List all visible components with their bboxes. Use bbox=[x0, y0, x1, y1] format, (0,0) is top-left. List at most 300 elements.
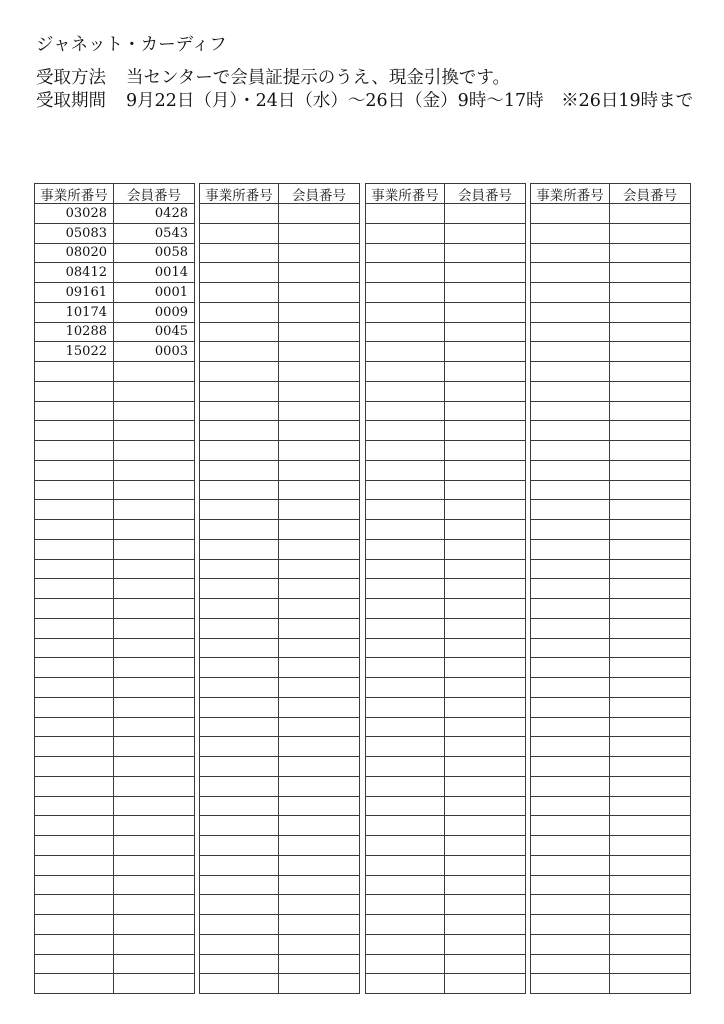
member-number-cell: 0014 bbox=[114, 263, 195, 283]
office-number-cell bbox=[531, 421, 610, 441]
office-number-cell bbox=[200, 500, 279, 520]
office-number-cell bbox=[531, 382, 610, 402]
office-number-cell bbox=[531, 678, 610, 698]
member-number-cell bbox=[445, 777, 526, 797]
member-number-cell: 0009 bbox=[114, 303, 195, 323]
member-table-4 bbox=[530, 183, 691, 994]
member-number-cell bbox=[279, 718, 360, 738]
member-number-cell bbox=[279, 481, 360, 501]
office-number-cell bbox=[200, 244, 279, 264]
office-number-cell bbox=[531, 757, 610, 777]
member-number-cell bbox=[610, 935, 691, 955]
member-number-cell bbox=[114, 441, 195, 461]
office-number-cell bbox=[366, 224, 445, 244]
member-number-cell bbox=[279, 342, 360, 362]
member-number-cell bbox=[445, 895, 526, 915]
office-number-cell bbox=[35, 441, 114, 461]
member-number-cell bbox=[279, 856, 360, 876]
office-number-cell bbox=[35, 520, 114, 540]
column-header-member-number: 会員番号 bbox=[279, 184, 360, 204]
member-number-cell: 0045 bbox=[114, 323, 195, 343]
office-number-cell: 15022 bbox=[35, 342, 114, 362]
office-number-cell: 10174 bbox=[35, 303, 114, 323]
office-number-cell bbox=[200, 639, 279, 659]
member-number-cell bbox=[279, 421, 360, 441]
office-number-cell bbox=[35, 974, 114, 994]
office-number-cell bbox=[366, 481, 445, 501]
member-number-cell bbox=[279, 560, 360, 580]
column-header-office-number: 事業所番号 bbox=[366, 184, 445, 204]
office-number-cell bbox=[366, 579, 445, 599]
member-number-cell bbox=[445, 461, 526, 481]
office-number-cell bbox=[200, 856, 279, 876]
member-number-cell bbox=[114, 856, 195, 876]
member-number-cell bbox=[445, 678, 526, 698]
pickup-method-value: 当センターで会員証提示のうえ、現金引換です。 bbox=[126, 68, 510, 88]
member-number-cell bbox=[114, 816, 195, 836]
office-number-cell bbox=[531, 303, 610, 323]
office-number-cell bbox=[531, 481, 610, 501]
member-number-cell bbox=[445, 303, 526, 323]
member-number-cell: 0001 bbox=[114, 283, 195, 303]
member-number-cell bbox=[610, 342, 691, 362]
office-number-cell bbox=[35, 402, 114, 422]
pickup-period-line bbox=[36, 90, 706, 112]
office-number-cell bbox=[531, 362, 610, 382]
office-number-cell bbox=[35, 915, 114, 935]
office-number-cell bbox=[35, 718, 114, 738]
office-number-cell bbox=[35, 836, 114, 856]
member-number-cell bbox=[445, 639, 526, 659]
office-number-cell bbox=[531, 895, 610, 915]
office-number-cell bbox=[366, 500, 445, 520]
member-number-cell bbox=[114, 639, 195, 659]
member-number-cell bbox=[610, 500, 691, 520]
member-number-cell bbox=[114, 698, 195, 718]
office-number-cell bbox=[366, 658, 445, 678]
office-number-cell bbox=[200, 836, 279, 856]
office-number-cell bbox=[200, 224, 279, 244]
office-number-cell bbox=[531, 639, 610, 659]
member-number-cell bbox=[610, 481, 691, 501]
office-number-cell bbox=[35, 461, 114, 481]
member-number-cell bbox=[610, 224, 691, 244]
member-number-cell bbox=[114, 737, 195, 757]
member-table-2 bbox=[199, 183, 360, 994]
office-number-cell bbox=[35, 362, 114, 382]
office-number-cell bbox=[200, 935, 279, 955]
member-number-cell bbox=[445, 283, 526, 303]
office-number-cell bbox=[35, 579, 114, 599]
office-number-cell bbox=[531, 836, 610, 856]
office-number-cell bbox=[366, 856, 445, 876]
office-number-cell bbox=[531, 955, 610, 975]
column-header-member-number: 会員番号 bbox=[445, 184, 526, 204]
office-number-cell bbox=[531, 718, 610, 738]
member-number-cell bbox=[445, 658, 526, 678]
office-number-cell bbox=[366, 599, 445, 619]
member-number-cell bbox=[610, 303, 691, 323]
member-number-cell bbox=[279, 402, 360, 422]
member-number-cell bbox=[445, 421, 526, 441]
office-number-cell bbox=[366, 718, 445, 738]
office-number-cell bbox=[366, 520, 445, 540]
member-number-cell bbox=[114, 560, 195, 580]
member-number-cell bbox=[610, 876, 691, 896]
office-number-cell bbox=[531, 461, 610, 481]
member-number-cell bbox=[114, 876, 195, 896]
member-number-cell bbox=[610, 263, 691, 283]
member-number-cell bbox=[445, 915, 526, 935]
member-number-cell bbox=[610, 520, 691, 540]
office-number-cell bbox=[200, 599, 279, 619]
office-number-cell: 08412 bbox=[35, 263, 114, 283]
office-number-cell bbox=[531, 619, 610, 639]
member-number-cell bbox=[610, 737, 691, 757]
office-number-cell bbox=[200, 204, 279, 224]
office-number-cell bbox=[531, 283, 610, 303]
office-number-cell bbox=[531, 441, 610, 461]
office-number-cell bbox=[366, 935, 445, 955]
office-number-cell bbox=[35, 856, 114, 876]
member-number-cell bbox=[114, 461, 195, 481]
member-number-cell bbox=[445, 935, 526, 955]
office-number-cell bbox=[200, 974, 279, 994]
column-header-member-number: 会員番号 bbox=[114, 184, 195, 204]
member-number-cell bbox=[114, 579, 195, 599]
member-number-cell bbox=[610, 698, 691, 718]
member-number-cell bbox=[114, 777, 195, 797]
office-number-cell bbox=[366, 816, 445, 836]
office-number-cell bbox=[35, 935, 114, 955]
office-number-cell bbox=[366, 204, 445, 224]
office-number-cell bbox=[35, 619, 114, 639]
office-number-cell bbox=[200, 303, 279, 323]
member-number-cell bbox=[279, 797, 360, 817]
member-number-cell bbox=[279, 599, 360, 619]
office-number-cell bbox=[200, 323, 279, 343]
member-number-cell bbox=[445, 876, 526, 896]
office-number-cell bbox=[200, 698, 279, 718]
office-number-cell bbox=[531, 698, 610, 718]
member-number-cell bbox=[114, 915, 195, 935]
pickup-method-label: 受取方法 bbox=[36, 68, 106, 88]
member-number-cell bbox=[610, 599, 691, 619]
office-number-cell bbox=[366, 263, 445, 283]
office-number-cell bbox=[35, 382, 114, 402]
office-number-cell bbox=[531, 244, 610, 264]
office-number-cell bbox=[366, 283, 445, 303]
member-number-cell bbox=[279, 974, 360, 994]
member-number-cell bbox=[279, 263, 360, 283]
member-number-cell bbox=[114, 402, 195, 422]
member-number-cell bbox=[610, 639, 691, 659]
member-number-cell bbox=[610, 402, 691, 422]
member-number-cell bbox=[610, 560, 691, 580]
office-number-cell: 10288 bbox=[35, 323, 114, 343]
office-number-cell bbox=[531, 204, 610, 224]
office-number-cell bbox=[366, 362, 445, 382]
office-number-cell bbox=[531, 974, 610, 994]
member-number-cell bbox=[279, 520, 360, 540]
member-number-cell bbox=[279, 737, 360, 757]
member-number-cell bbox=[610, 421, 691, 441]
member-number-cell bbox=[445, 737, 526, 757]
office-number-cell bbox=[200, 797, 279, 817]
member-number-cell bbox=[279, 540, 360, 560]
member-number-cell bbox=[279, 323, 360, 343]
member-number-cell bbox=[445, 718, 526, 738]
office-number-cell bbox=[531, 737, 610, 757]
office-number-cell bbox=[366, 915, 445, 935]
member-number-cell bbox=[445, 441, 526, 461]
office-number-cell bbox=[366, 974, 445, 994]
office-number-cell bbox=[366, 421, 445, 441]
member-number-cell bbox=[445, 263, 526, 283]
office-number-cell bbox=[366, 836, 445, 856]
office-number-cell bbox=[200, 718, 279, 738]
member-number-cell bbox=[610, 777, 691, 797]
office-number-cell bbox=[531, 560, 610, 580]
office-number-cell bbox=[531, 816, 610, 836]
office-number-cell bbox=[531, 876, 610, 896]
office-number-cell bbox=[200, 658, 279, 678]
column-header-member-number: 会員番号 bbox=[610, 184, 691, 204]
office-number-cell bbox=[35, 698, 114, 718]
member-number-cell bbox=[445, 500, 526, 520]
member-number-cell bbox=[279, 362, 360, 382]
member-table-3 bbox=[365, 183, 526, 994]
office-number-cell bbox=[366, 441, 445, 461]
office-number-cell bbox=[35, 678, 114, 698]
member-number-cell bbox=[445, 579, 526, 599]
office-number-cell bbox=[35, 421, 114, 441]
office-number-cell bbox=[35, 500, 114, 520]
member-number-cell bbox=[445, 797, 526, 817]
office-number-cell bbox=[35, 599, 114, 619]
office-number-cell bbox=[200, 619, 279, 639]
member-number-cell bbox=[445, 836, 526, 856]
office-number-cell bbox=[366, 955, 445, 975]
member-number-cell bbox=[445, 402, 526, 422]
office-number-cell bbox=[35, 895, 114, 915]
member-number-cell bbox=[114, 974, 195, 994]
member-number-cell bbox=[279, 836, 360, 856]
member-number-cell bbox=[445, 560, 526, 580]
member-number-cell bbox=[610, 797, 691, 817]
office-number-cell bbox=[200, 678, 279, 698]
member-number-cell bbox=[279, 283, 360, 303]
office-number-cell bbox=[366, 540, 445, 560]
office-number-cell bbox=[35, 639, 114, 659]
office-number-cell bbox=[366, 244, 445, 264]
member-number-cell: 0058 bbox=[114, 244, 195, 264]
member-number-cell bbox=[114, 935, 195, 955]
office-number-cell bbox=[531, 342, 610, 362]
office-number-cell bbox=[531, 658, 610, 678]
member-number-cell bbox=[445, 244, 526, 264]
office-number-cell bbox=[200, 263, 279, 283]
member-number-cell bbox=[445, 698, 526, 718]
member-number-cell bbox=[445, 974, 526, 994]
office-number-cell: 05083 bbox=[35, 224, 114, 244]
member-number-cell bbox=[610, 382, 691, 402]
member-number-cell bbox=[610, 974, 691, 994]
office-number-cell bbox=[366, 876, 445, 896]
office-number-cell bbox=[35, 757, 114, 777]
office-number-cell bbox=[200, 895, 279, 915]
office-number-cell bbox=[35, 658, 114, 678]
member-number-cell bbox=[279, 500, 360, 520]
member-number-cell bbox=[279, 955, 360, 975]
member-number-cell bbox=[279, 658, 360, 678]
office-number-cell bbox=[200, 402, 279, 422]
office-number-cell bbox=[200, 540, 279, 560]
office-number-cell bbox=[35, 797, 114, 817]
office-number-cell bbox=[366, 797, 445, 817]
office-number-cell: 03028 bbox=[35, 204, 114, 224]
office-number-cell bbox=[366, 737, 445, 757]
member-number-cell bbox=[114, 481, 195, 501]
member-number-cell bbox=[279, 244, 360, 264]
office-number-cell bbox=[200, 382, 279, 402]
member-number-cell bbox=[114, 718, 195, 738]
office-number-cell bbox=[531, 224, 610, 244]
office-number-cell bbox=[531, 777, 610, 797]
office-number-cell bbox=[200, 757, 279, 777]
office-number-cell bbox=[531, 797, 610, 817]
office-number-cell bbox=[366, 757, 445, 777]
member-number-cell bbox=[279, 777, 360, 797]
office-number-cell bbox=[35, 481, 114, 501]
member-number-cell bbox=[610, 816, 691, 836]
member-number-cell bbox=[610, 461, 691, 481]
office-number-cell bbox=[366, 560, 445, 580]
member-number-cell bbox=[445, 342, 526, 362]
office-number-cell bbox=[366, 382, 445, 402]
member-number-cell bbox=[445, 816, 526, 836]
member-number-cell bbox=[114, 678, 195, 698]
office-number-cell bbox=[200, 915, 279, 935]
office-number-cell bbox=[531, 935, 610, 955]
pickup-method-line bbox=[36, 67, 706, 89]
member-number-cell bbox=[114, 599, 195, 619]
member-number-cell bbox=[279, 382, 360, 402]
office-number-cell bbox=[531, 500, 610, 520]
office-number-cell bbox=[366, 777, 445, 797]
member-number-cell bbox=[610, 441, 691, 461]
office-number-cell: 09161 bbox=[35, 283, 114, 303]
member-number-cell bbox=[445, 540, 526, 560]
member-number-cell bbox=[610, 895, 691, 915]
member-number-cell bbox=[445, 481, 526, 501]
office-number-cell bbox=[200, 560, 279, 580]
office-number-cell bbox=[531, 599, 610, 619]
member-number-cell bbox=[445, 204, 526, 224]
member-number-cell bbox=[610, 915, 691, 935]
member-number-cell bbox=[279, 915, 360, 935]
member-table-1 bbox=[34, 183, 195, 994]
office-number-cell bbox=[531, 323, 610, 343]
office-number-cell bbox=[366, 678, 445, 698]
member-number-cell bbox=[445, 382, 526, 402]
member-number-cell bbox=[279, 935, 360, 955]
member-number-cell bbox=[279, 876, 360, 896]
office-number-cell bbox=[531, 402, 610, 422]
member-number-cell bbox=[610, 540, 691, 560]
member-number-cell bbox=[279, 698, 360, 718]
member-number-cell bbox=[610, 244, 691, 264]
member-number-cell bbox=[445, 955, 526, 975]
office-number-cell bbox=[35, 816, 114, 836]
member-number-cell bbox=[610, 362, 691, 382]
member-number-cell bbox=[279, 303, 360, 323]
pickup-period-label: 受取期間 bbox=[36, 91, 106, 111]
office-number-cell bbox=[366, 402, 445, 422]
member-number-cell bbox=[445, 520, 526, 540]
member-number-cell bbox=[445, 619, 526, 639]
office-number-cell bbox=[366, 342, 445, 362]
member-number-cell bbox=[279, 461, 360, 481]
office-number-cell bbox=[366, 698, 445, 718]
member-number-cell bbox=[610, 718, 691, 738]
member-number-cell bbox=[114, 658, 195, 678]
office-number-cell bbox=[200, 876, 279, 896]
office-number-cell bbox=[200, 520, 279, 540]
member-number-cell bbox=[279, 204, 360, 224]
office-number-cell bbox=[35, 876, 114, 896]
member-number-cell bbox=[610, 283, 691, 303]
member-number-cell bbox=[114, 757, 195, 777]
office-number-cell bbox=[200, 737, 279, 757]
member-number-cell: 0003 bbox=[114, 342, 195, 362]
office-number-cell bbox=[200, 461, 279, 481]
member-number-cell bbox=[610, 836, 691, 856]
member-number-cell bbox=[279, 441, 360, 461]
office-number-cell bbox=[366, 619, 445, 639]
member-number-cell bbox=[610, 658, 691, 678]
column-header-office-number: 事業所番号 bbox=[531, 184, 610, 204]
office-number-cell bbox=[200, 955, 279, 975]
office-number-cell bbox=[366, 461, 445, 481]
member-number-cell bbox=[114, 836, 195, 856]
member-number-cell bbox=[610, 678, 691, 698]
office-number-cell bbox=[531, 263, 610, 283]
column-header-office-number: 事業所番号 bbox=[35, 184, 114, 204]
office-number-cell bbox=[531, 856, 610, 876]
member-number-cell bbox=[445, 599, 526, 619]
office-number-cell: 08020 bbox=[35, 244, 114, 264]
member-number-cell bbox=[279, 816, 360, 836]
member-number-cell bbox=[114, 362, 195, 382]
office-number-cell bbox=[35, 777, 114, 797]
member-number-cell bbox=[279, 757, 360, 777]
member-number-cell bbox=[610, 856, 691, 876]
member-number-cell bbox=[114, 797, 195, 817]
office-number-cell bbox=[531, 579, 610, 599]
office-number-cell bbox=[200, 579, 279, 599]
office-number-cell bbox=[531, 520, 610, 540]
member-number-cell bbox=[445, 856, 526, 876]
office-number-cell bbox=[35, 955, 114, 975]
member-number-cell bbox=[279, 579, 360, 599]
office-number-cell bbox=[35, 737, 114, 757]
member-number-cell bbox=[279, 224, 360, 244]
member-number-cell bbox=[114, 421, 195, 441]
member-number-cell bbox=[114, 619, 195, 639]
member-number-cell bbox=[610, 619, 691, 639]
member-number-cell bbox=[114, 540, 195, 560]
